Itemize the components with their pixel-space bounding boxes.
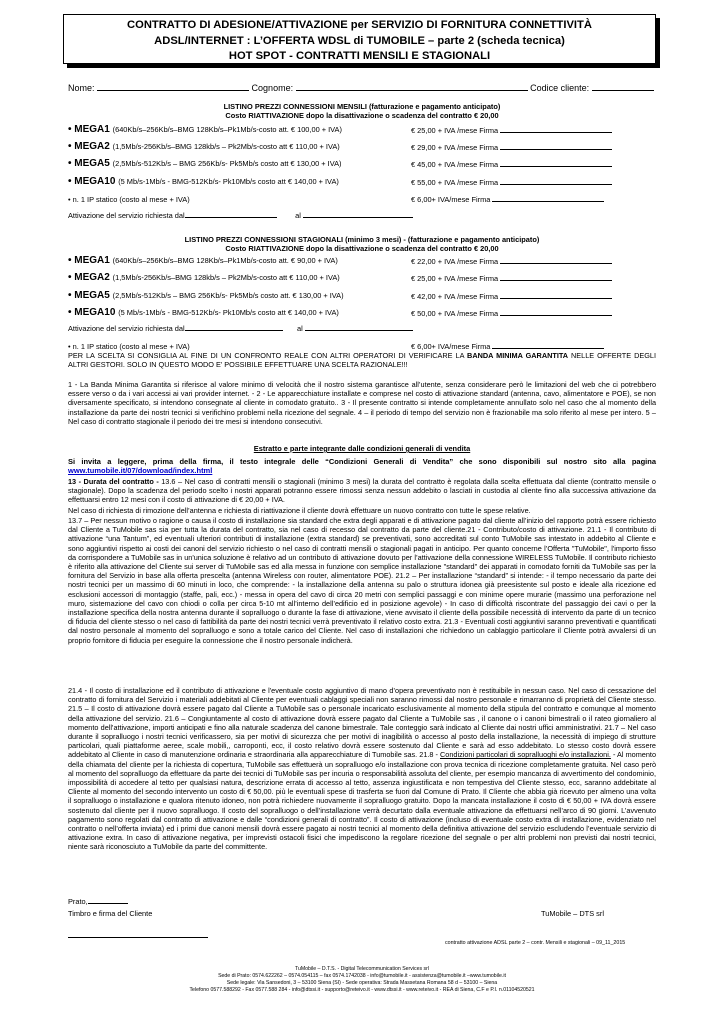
seasonal-ip-price: € 6,00+ IVA/mese Firma — [411, 342, 604, 351]
signature-field[interactable] — [500, 263, 612, 264]
header-line-2: ADSL/INTERNET : L’OFFERTA WDSL di TUMOBILE – parte 2 (scheda tecnica) — [154, 34, 565, 47]
monthly-item: • MEGA1 (640Kb/s–256Kb/s–BMG 128Kb/s–Pk1Mb/s-costo att. € 100,00 + IVA) — [68, 124, 342, 135]
activation-from-field[interactable] — [185, 217, 277, 218]
monthly-price: € 45,00 + IVA /mese Firma — [411, 160, 612, 169]
seasonal-price: € 42,00 + IVA /mese Firma — [411, 292, 612, 301]
client-signature-label: Timbro e firma del Cliente — [68, 909, 153, 918]
seasonal-item: • MEGA2 (1,5Mb/s-256Kb/s–BMG 128kb/s – Pk2Mb/s-costo att € 110,00 + IVA) — [68, 272, 340, 283]
signature-field[interactable] — [500, 298, 612, 299]
activation-from-field[interactable] — [185, 330, 283, 331]
cognome-field[interactable] — [296, 90, 528, 91]
signature-field[interactable] — [500, 280, 612, 281]
seasonal-title: LISTINO PREZZI CONNESSIONI STAGIONALI (minimo 3 mesi) - (fatturazione e pagamento anticipato) — [184, 235, 540, 244]
nome-field[interactable] — [97, 90, 249, 91]
seasonal-activation: Attivazione del servizio richiesta dal al — [68, 324, 413, 333]
seasonal-item: • MEGA10 (5 Mb/s-1Mb/s - BMG-512Kb/s- Pk10Mb/s costo att € 140,00 + IVA) — [68, 307, 339, 318]
monthly-title: LISTINO PREZZI CONNESSIONI MENSILI (fatturazione e pagamento anticipato) — [223, 102, 501, 111]
clause-21-4: 21.4 - Il costo di installazione ed il contributo di attivazione e l'eventuale costo aggiuntivo di mano d’opera preventivato non è restituibile in nessun caso. Nel caso di cessazione del contratto di fornitura del Servizio i materiali addebitati al Cliente per eventuali cablaggi speciali non saranno rimossi dal nostro personale e rimarranno di proprietà del Cliente stesso. 21.5 – Il costo di attivazione dovrà essere pagato dal Cliente a TuMobile sas o personale incaricato esclusivamente al momento della stipula del contratto e comunque al momento della attivazione del servizio. 21.6 – Congiuntamente al costo di attivazione dovrà essere pagato dal Cliente a TuMobile sas , il canone o i canoni bimestrali o il rateo giornaliero al momento dell'attivazione, importi anticipati e fino alla naturale scadenza del canone bimestrale. Tale conteggio sarà indicato al Cliente dai nostri uffici amministrativi. 21.7 – Nel caso durante il sopralluogo i nostri tecnici verificassero, sia per motivi di sicurezza che per motivi di inagibilità o accesso al posto della installazione, la necessità di impiego di strutture particolari, quali piattaforme aeree, scale mobili,, carroponti, ecc, il costo relativo dovrà essere sostenuto dal Cliente e sarà ad esso addebitato. Lo stesso costo dovrà essere addebitato al Cliente in caso di manutenzione ordinaria e straordinaria alla apparecchiature di Tumobile sas. 21.8 - Condizioni particolari di sopralluoghi e/o installazioni. - Al momento della chiamata del cliente per la richiesta di copertura, TuMobile sas effettuerà un sopralluogo e/o installazione con prova tecnica di ricezione completamente gratuita. Nel caso però al momento del sopralluogo da effettuare da parte dei tecnici di TuMobile sas per incuria o responsabilità assoluta del cliente, per esempio mancanza di avvertimento del condominio, impossibilità di accedere al tetto per qualsiasi natura, descrizione errata di accesso al tetto, assenza ingiustificata e non tempestiva del Cliente stesso, ecc, saranno addebitate al Cliente al momento del secondo intervento un costo di € 50,00. più le eventuali spese di trasferta se fuori dal Comune di Prato. Il Cliente che abbia già ricevuto per almeno una volta il sopralluogo o installazione e qualora ritenuto idoneo, non potrà richiedere nuovamente il sopralluogo gratuito. Dopo la mancata installazione il costo di € 50,00 + IVA dovrà essere sostenuto dal cliente per il nuovo sopralluogo. Il costo del sopralluogo o dell’installazione verrà decurtato dalla eventuale attivazione da effettuarsi nell’arco di 90 giorni. L’avvenuto pagamento sono regolati dal contratto di attivazione e dalle “condizioni generali di contratto”. Il costo di attivazione (incluso di eventuale costo extra di installazione, evidenziato nel contratto o nell’offerta inviata) ed i primi due canoni mensili dovrà essere pagato ai nostri tecnici al momento della definitiva attivazione del servizio escludendo l’eventuale servizio di attivazione extra. In caso di attivazione negativa, per imprevisti ostacoli fisici che impediscono la regolare ricezione del segnale o per altri problemi non previsti dai nostri tecnici, niente sarà riconosciuto a TuMobile da parte del committente. — [68, 686, 656, 852]
monthly-ip: • n. 1 IP statico (costo al mese + IVA) — [68, 195, 190, 204]
footer-line-1: TuMobile – D.T.S. - Digital Telecommunication Services srl — [294, 966, 430, 972]
footer-line-3: Sede legale: Via Sansedoni, 3 – 53100 Siena (SI) - Sede operativa: Strada Massetana Romana 58 d – 53100 – Siena — [226, 980, 498, 986]
activation-to-field[interactable] — [303, 217, 413, 218]
monthly-item: • MEGA5 (2,5Mb/s-512Kb/s – BMG 256Kb/s- Pk5Mb/s costo att € 130,00 + IVA) — [68, 158, 342, 169]
advice-paragraph: PER LA SCELTA SI CONSIGLIA AL FINE DI UN CONFRONTO REALE CON ALTRI OPERATORI DI VERIFICARE LA BANDA MINIMA GARANTITA NELLE OFFERTE DEGLI ALTRI GESTORI. SOLO IN QUESTO MODO E' POSSIBILE EFFETTUARE UNA SCELTA RAZIONALE!!! — [68, 351, 656, 370]
signature-field[interactable] — [492, 201, 604, 202]
monthly-price: € 29,00 + IVA /mese Firma — [411, 143, 612, 152]
invite-paragraph: Si invita a leggere, prima della firma, il testo integrale delle “Condizioni Generali di Vendita” che sono disponibili sul nostro sito alla pagina www.tumobile.it/07/download/index.html — [68, 457, 656, 476]
cognome-label: Cognome: — [251, 83, 294, 93]
seasonal-item: • MEGA1 (640Kb/s–256Kb/s–BMG 128Kb/s–Pk1Mb/s-costo att. € 90,00 + IVA) — [68, 255, 338, 266]
footer-line-2: Sede di Prato: 0574.622262 – 0574.054115 – fax 0574.1742038 - info@tumobile.it - assistenza@tumobile.it –www.tumobile.it — [218, 973, 506, 979]
company-footer — [0, 966, 724, 994]
monthly-item: • MEGA10 (5 Mb/s-1Mb/s - BMG-512Kb/s- Pk10Mb/s costo att € 140,00 + IVA) — [68, 176, 339, 187]
monthly-price: € 25,00 + IVA /mese Firma — [411, 126, 612, 135]
clause-13-7: 13.7 – Per nessun motivo o ragione o causa il costo di installazione sia standard che extra degli apparati e di attivazione pagato dal cliente all’inizio del rapporto potrà essere richiesto dal Cliente a TuMobile sas sia per tutta la durata del contratto, sia nel caso di recesso dal contratto da parte del cliente.21 - Contributo/costo di attivazione. 21.1 - Il contributo di attivazione “una Tantum”, ed eventuali ulteriori contributi di installazione (extra standard) se preventivati, sono accreditati sul conto TuMobile sas intestato in addebito al Cliente e sono aggiuntivi rispetto ai costi dei canoni del servizio richiesto o nel caso di contratti mensili o stagionali pagati in anticipo. Per quanto concerne l’Offerta "TuMobile", l'importo fisso da corrispondere a TuMobile sas in un'unica soluzione è relativo ad un contributo di attivazione dovuto per l’attivazione della connessione WIRELESS TuMobile. Il contributo richiesto è riferito alla attivazione del Cliente sui server di TuMobile sas ed alla messa in funzione con semplice installazione "standard" dei apparati in comodato forniti da TuMobile sas per la fornitura del Servizio in base alla offerta prescelta (antenna Wireless con router, alimentatore POE). 21.2 – Per installazione “standard” si intende: - il tempo necessario da parte dei nostri tecnici per un massimo di 60 minuti in loco, che comprende: - la installazione della antenna su palo o struttura idonea già preesistente sul posto e ideale alla ricezione ed esclusioni accessori di montaggio (staffe, pali, ecc.) - messa in opera del cavo di circa 20 metri con semplici passaggi e con minime opere murarie (massimo una perforazione nel muro, sistemazione del cavo con chiodi o colla per circa 5-10 mt all’interno dell’edificio ed in posizione agevole) - In caso di difficoltà riscontrate del passaggio dei cavi o per la installazione specifica della nostra antenna durante il sopralluogo o durante la fase di attivazione, viene avvisato il cliente della possibile necessità di intervento da parte di un tecnico di fiducia del cliente stesso o nel caso di fattibilità da parte dei nostri tecnici verrà preventivato il relativo costo extra. 21.3 - Eventuali costi aggiuntivi saranno preventivati e quantificati dal nostro personale al momento del sopralluogo e sono a totale carico del Cliente. Nel caso di installazioni che richiedono un cablaggio particolare il Cliente potrà avvalersi di un proprio fornitore di fiducia per eseguire la connessione che il nostro personale indicherà. — [68, 516, 656, 645]
monthly-price: € 55,00 + IVA /mese Firma — [411, 178, 612, 187]
activation-to-field[interactable] — [305, 330, 413, 331]
document-reference: contratto attivazione ADSL parte 2 – contr. Mensili e stagionali – 09_11_2015 — [445, 940, 626, 946]
client-fields — [68, 83, 654, 93]
header-line-3: HOT SPOT - CONTRATTI MENSILI E STAGIONALI — [228, 50, 491, 62]
footnote-divider — [68, 937, 208, 938]
seasonal-price: € 22,00 + IVA /mese Firma — [411, 257, 612, 266]
monthly-subtitle: Costo RIATTIVAZIONE dopo la disattivazione o scadenza del contratto € 20,00 — [225, 111, 499, 120]
seasonal-item: • MEGA5 (2,5Mb/s-512Kb/s – BMG 256Kb/s- Pk5Mb/s costo att. € 130,00 + IVA) — [68, 290, 344, 301]
removal-note: Nel caso di richiesta di rimozione dell’antenna e richiesta di riattivazione il cliente dovrà effettuare un nuovo contratto con tutte le spese relative. — [68, 506, 531, 515]
signature-field[interactable] — [500, 315, 612, 316]
extract-title: Estratto e parte integrante dalle condizioni generali di vendita — [253, 444, 471, 453]
signature-field[interactable] — [500, 149, 612, 150]
company-signature-label: TuMobile – DTS srl — [541, 909, 604, 918]
signature-field[interactable] — [500, 132, 612, 133]
seasonal-subtitle: Costo RIATTIVAZIONE dopo la disattivazione o scadenza del contratto € 20,00 — [225, 244, 499, 253]
monthly-item: • MEGA2 (1,5Mb/s-256Kb/s–BMG 128kb/s – Pk2Mb/s-costo att € 110,00 + IVA) — [68, 141, 340, 152]
monthly-ip-price: € 6,00+ IVA/mese Firma — [411, 195, 604, 204]
header-line-1: CONTRATTO DI ADESIONE/ATTIVAZIONE per SERVIZIO DI FORNITURA CONNETTIVITÀ — [127, 19, 592, 31]
clause-13: 13 - Durata del contratto - 13.6 – Nel caso di contratti mensili o stagionali (minimo 3 mesi) la durata del contratto è regolata dalla scelta effettuata dal cliente (contratto mensile o stagionale). Dopo la scadenza del periodo scelto i nostri apparati potranno essere rimossi senza nessun addebito o lasciati in custodia al cliente fino alla successiva attivazione da effettuarsi entro 12 mesi con il costo di attivazione di € 20,00 + IVA. — [68, 477, 656, 505]
monthly-activation: Attivazione del servizio richiesta dal al — [68, 211, 413, 220]
document-header — [63, 14, 656, 64]
signature-field[interactable] — [500, 184, 612, 185]
footer-line-4: Telefono 0577.588292 - Fax 0577.588 284 - info@dtssi.it - supporto@reteivo.it - www.dtssi.it - www.reteivo.it - REA di Siena, C.F e P.I. n.01104520521 — [189, 987, 535, 993]
signature-field[interactable] — [492, 348, 604, 349]
special-conditions-heading: Condizioni particolari di sopralluoghi e/o installazioni. — [440, 750, 611, 760]
notes-paragraph: 1 - La Banda Minima Garantita si riferisce al valore minimo di velocità che il nostro sistema garantisce all’utente, senza considerare però le limitazioni del web che ci potrebbero essere verso o da i vari accessi ai vari provider internet. - 2 - Le apparecchiature installate e comprese nel costo di attivazione standard (antenna, cavo, alimentatore e POE), se non diversamente specificato, si intendono consegnate al cliente in comodato gratuito.. 3 - Il presente contratto si intende completamente annullato solo nel caso che al momento della installazione da parte dei nostri tecnici si verifichino problemi nella ricezione del segnale. 4 – il periodo di tempo del servizio non è frazionabile ma solo riferito al mese per intero. 5 – Nel caso di contratto stagionale il periodo dei tre mesi si intendono consecutivi. — [68, 380, 656, 426]
signature-place: Prato, — [68, 897, 128, 906]
seasonal-price: € 25,00 + IVA /mese Firma — [411, 274, 612, 283]
seasonal-price: € 50,00 + IVA /mese Firma — [411, 309, 612, 318]
signature-field[interactable] — [500, 166, 612, 167]
date-field[interactable] — [88, 903, 128, 904]
conditions-link[interactable]: www.tumobile.it/07/download/index.html — [68, 466, 213, 476]
codice-field[interactable] — [592, 90, 654, 91]
nome-label: Nome: — [68, 83, 95, 93]
codice-label: Codice cliente: — [530, 83, 590, 93]
seasonal-ip: • n. 1 IP statico (costo al mese + IVA) — [68, 342, 190, 351]
